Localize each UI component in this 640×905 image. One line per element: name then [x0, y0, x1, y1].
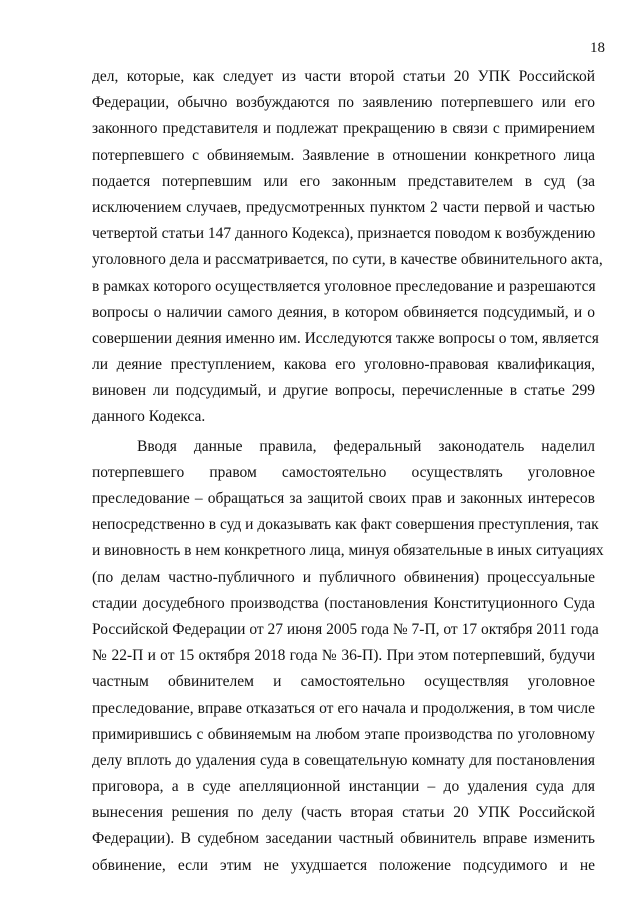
text-line: Федерации, обычно возбуждаются по заявлению потерпевшего или его [92, 94, 595, 112]
text-line: стадии досудебного производства (постановления Конституционного Суда [92, 594, 595, 612]
text-line: Федерации). В судебном заседании частный обвинитель вправе изменить [92, 830, 595, 848]
text-line: и виновность в нем конкретного лица, минуя обязательные в иных ситуациях [92, 542, 604, 560]
text-line: (по делам частно-публичного и публичного обвинения) процессуальные [92, 568, 595, 586]
text-line: делу вплоть до удаления суда в совещательную комнату для постановления [92, 751, 595, 769]
text-line: Вводя данные правила, федеральный законодатель наделил [137, 437, 595, 455]
text-line: потерпевшего правом самостоятельно осуществлять уголовное [92, 463, 595, 481]
page-number: 18 [590, 40, 605, 56]
text-line: совершении деяния именно им. Исследуются также вопросы о том, является [92, 329, 599, 347]
text-line: подается потерпевшим или его законным представителем в суд (за [92, 172, 595, 190]
text-line: обвинение, если этим не ухудшается положение подсудимого и не [92, 856, 595, 874]
text-line: приговора, а в суде апелляционной инстанции – до удаления суда для [92, 778, 595, 796]
text-line: виновен ли подсудимый, и другие вопросы, перечисленные в статье 299 [92, 382, 595, 400]
text-line: дел, которые, как следует из части второй статьи 20 УПК Российской [92, 68, 595, 85]
text-line: законного представителя и подлежат прекращению в связи с примирением [92, 120, 595, 138]
body-text [92, 64, 604, 879]
text-line: в рамках которого осуществляется уголовное преследование и разрешаются [92, 277, 596, 295]
text-line: данного Кодекса. [92, 408, 206, 426]
text-line: № 22-П и от 15 октября 2018 года № 36-П). При этом потерпевший, будучи [92, 647, 595, 665]
text-line: вынесения решения по делу (часть вторая статьи 20 УПК Российской [92, 804, 595, 822]
text-line: уголовного дела и рассматривается, по сути, в качестве обвинительного акта, [92, 251, 603, 269]
text-line: непосредственно в суд и доказывать как факт совершения преступления, так [92, 516, 599, 534]
text-line: четвертой статьи 147 данного Кодекса), признается поводом к возбуждению [92, 225, 596, 243]
text-line: исключением случаев, предусмотренных пунктом 2 части первой и частью [92, 198, 595, 216]
text-line: вопросы о наличии самого деяния, в котором обвиняется подсудимый, и о [92, 303, 595, 321]
text-line: примирившись с обвиняемым на любом этапе производства по уголовному [92, 725, 595, 743]
text-line: ли деяние преступлением, какова его уголовно-правовая квалификация, [92, 356, 595, 374]
text-line: преследование – обращаться за защитой своих прав и законных интересов [92, 490, 595, 507]
text-line: преследование, вправе отказаться от его начала и продолжения, в том числе [92, 699, 595, 717]
text-line: потерпевшего с обвиняемым. Заявление в отношении конкретного лица [92, 146, 595, 164]
text-line: Российской Федерации от 27 июня 2005 года № 7-П, от 17 октября 2011 года [92, 620, 599, 638]
text-line: частным обвинителем и самостоятельно осуществляя уголовное [92, 673, 595, 691]
